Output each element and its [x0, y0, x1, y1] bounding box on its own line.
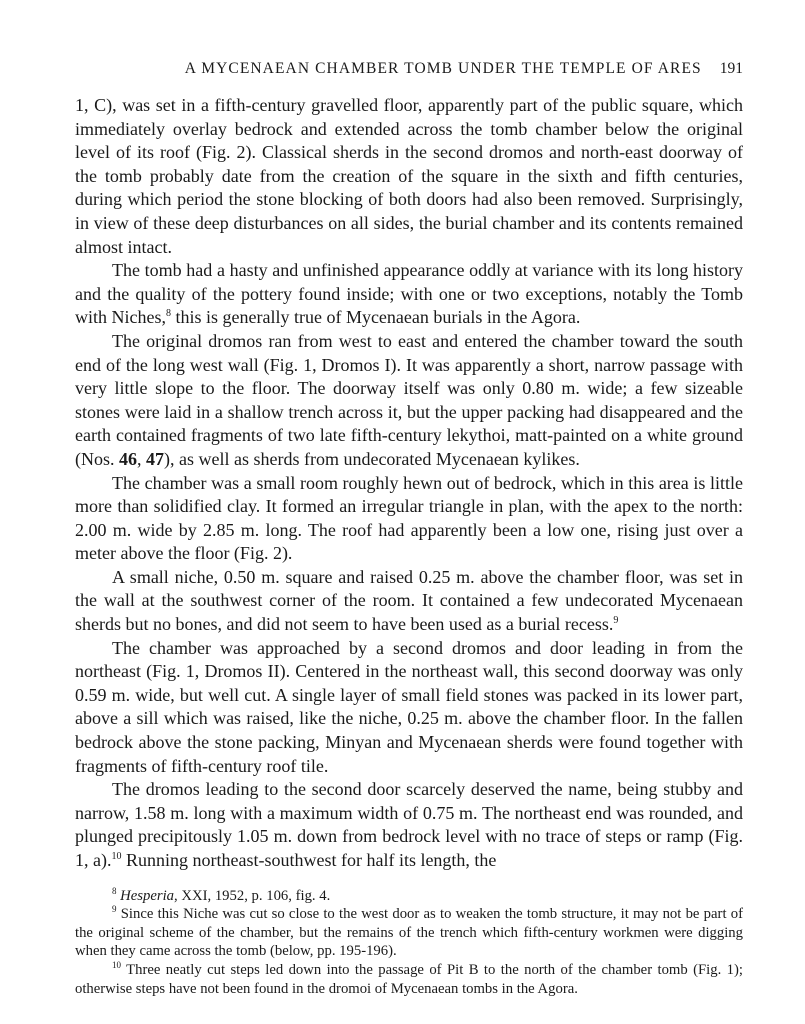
footnote-9	[75, 905, 743, 961]
footnote-text: Since this Niche was cut so close to the west door as to weaken the tomb structure, it may not be part of the original scheme of the chamber, but the remains of the trench which fifth-century workmen were digging when they came across the tomb (below, pp. 195-196).	[75, 906, 743, 960]
paragraph-text: this is generally true of Mycenaean burials in the Agora.	[170, 307, 581, 328]
paragraph-text: The chamber was a small room roughly hewn out of bedrock, which in this area is little more than solidified clay. It formed an irregular triangle in plan, with the apex to the north: 2.00 m. wide by 2.85 m. long. The roof had apparently been a low one, rising just over a meter above the floor (Fig. 2).	[75, 472, 743, 564]
paragraph-3	[75, 330, 743, 472]
paragraph-text: The original dromos ran from west to east and entered the chamber toward the south end of the long west wall (Fig. 1, Dromos I). It was apparently a short, narrow passage with very little slope to the floor. The doorway itself was only 0.80 m. wide; a few sizeable stones were laid in a shallow trench across it, but the upper packing had disappeared and the earth contained fragments of two late fifth-century lekythoi, matt-painted on a white ground (Nos.	[75, 330, 743, 469]
footnote-10	[75, 961, 743, 998]
paragraph-text: A small niche, 0.50 m. square and raised 0.25 m. above the chamber floor, was set in the wall at the southwest corner of the room. It contained a few undecorated Mycenaean sherds but no bones, and did not seem to have been used as a burial recess.	[75, 566, 743, 635]
paragraph-text: 1, C), was set in a fifth-century gravelled floor, apparently part of the public square, which immediately overlay bedrock and extended across the tomb chamber below the original level of its roof (Fig. 2). Classical sherds in the second dromos and north-east doorway of the tomb probably date from the creation of the square in the sixth and fifth centuries, during which period the stone blocking of both doors had also been removed. Surprisingly, in view of these deep disturbances on all sides, the burial chamber and its contents remained almost intact.	[75, 95, 743, 257]
paragraph-text: The tomb had a hasty and unfinished appearance oddly at variance with its long history and the quality of the pottery found inside; with one or two exceptions, notably the Tomb with Niches,	[75, 260, 743, 328]
footnotes	[75, 887, 743, 999]
page	[75, 60, 743, 998]
footnote-text: Three neatly cut steps led down into the passage of Pit B to the north of the chamber tomb (Fig. 1); otherwise steps have not been found in the dromoi of Mycenaean tombs in the Agora.	[75, 961, 743, 997]
journal-title: Hesperia	[120, 887, 175, 904]
paragraph-4	[75, 472, 743, 566]
paragraph-7	[75, 778, 743, 872]
footnote-ref-8[interactable]: 8	[165, 308, 171, 320]
paragraph-1	[75, 94, 743, 259]
paragraph-5	[75, 566, 743, 637]
running-head	[75, 60, 743, 84]
paragraph-text: The chamber was approached by a second dromos and door leading in from the northeast (Fig. 1, Dromos II). Centered in the northeast wall, this second doorway was only 0.59 m. wide, but well cut. A single layer of small field stones was packed in its lower part, above a sill which was raised, like the niche, 0.25 m. above the chamber floor. In the fallen bedrock above the stone packing, Minyan and Mycenaean sherds were found together with fragments of fifth-century roof tile.	[75, 637, 743, 776]
body-text	[75, 94, 743, 873]
footnote-ref-9[interactable]: 9	[613, 615, 619, 627]
paragraph-text: Running northeast-southwest for half its length, the	[121, 850, 497, 870]
running-head-title: A MYCENAEAN CHAMBER TOMB UNDER THE TEMPLE OF ARES	[184, 60, 702, 77]
footnote-text: , XXI, 1952, p. 106, fig. 4.	[174, 887, 331, 904]
paragraph-text: The dromos leading to the second door scarcely deserved the name, being stubby and narrow, 1.58 m. long with a maximum width of 0.75 m. The northeast end was rounded, and plunged precipitously 1.05 m. down from bedrock level with no trace of steps or ramp (Fig. 1, a).	[75, 779, 743, 870]
catalogue-number: 47	[146, 448, 164, 469]
separator: ,	[137, 448, 146, 469]
footnote-ref-10[interactable]: 10	[111, 851, 122, 862]
page-number: 191	[719, 60, 743, 77]
footnote-mark: 9	[112, 904, 117, 915]
paragraph-text: ), as well as sherds from undecorated Mycenaean kylikes.	[164, 448, 580, 469]
footnote-mark: 8	[112, 885, 117, 896]
paragraph-6	[75, 637, 743, 779]
catalogue-number: 46	[119, 448, 137, 469]
footnote-mark: 10	[112, 960, 121, 971]
footnote-8	[75, 887, 743, 906]
paragraph-2	[75, 259, 743, 330]
